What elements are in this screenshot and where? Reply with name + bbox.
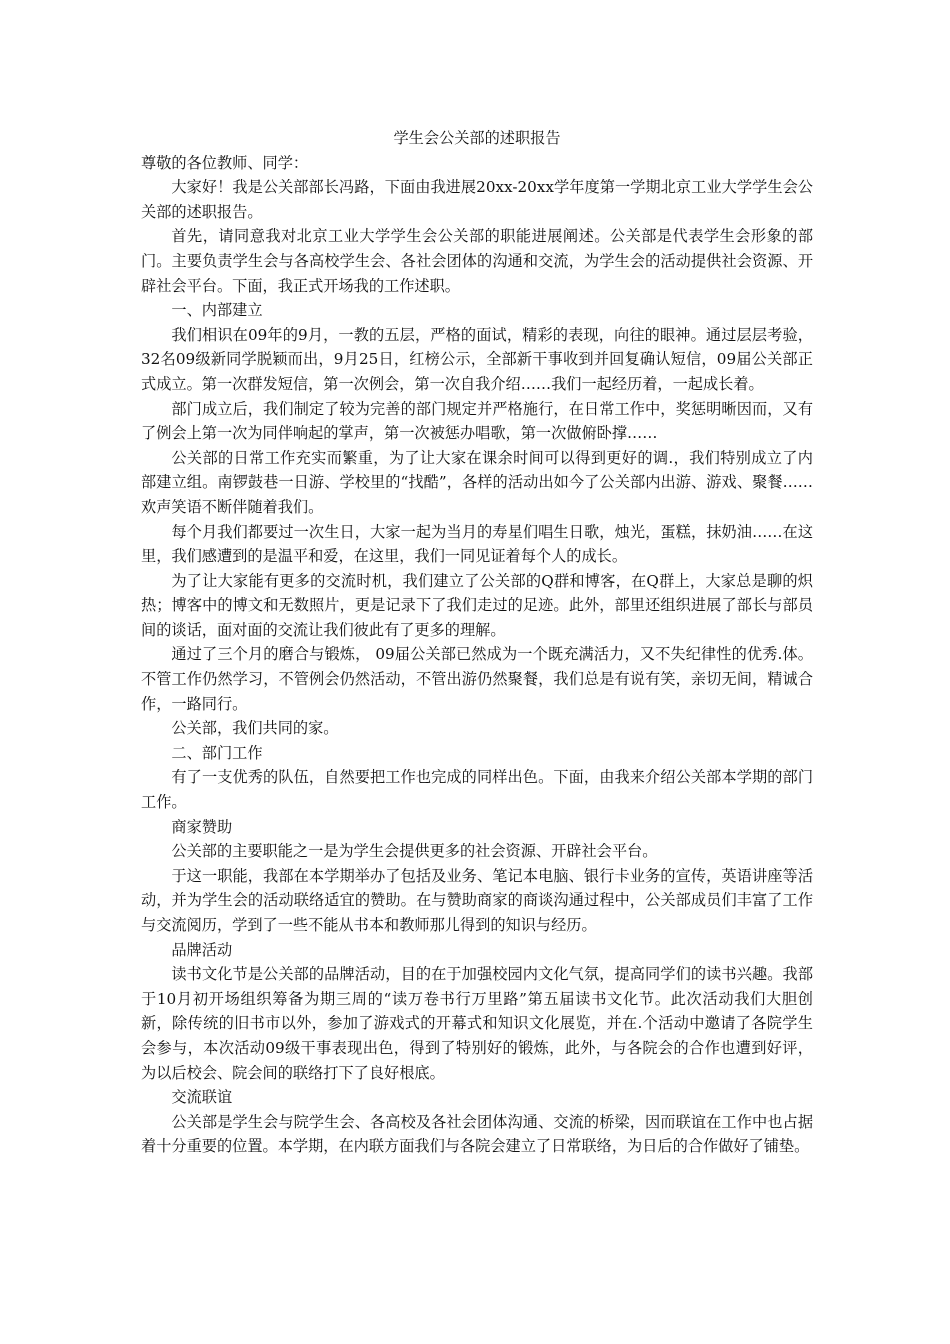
paragraph: 部门成立后，我们制定了较为完善的部门规定并严格施行，在日常工作中，奖惩明晰因而，又有了例会上第一次为同伴响起的掌声，第一次被惩办唱歌，第一次做俯卧撑……	[141, 399, 813, 443]
document-body	[141, 126, 813, 1159]
paragraph: 公关部的日常工作充实而繁重，为了让大家在课余时间可以得到更好的调.，我们特别成立了内部建立组。南锣鼓巷一日游、学校里的“找酷”，各样的活动出如今了公关部内出游、游戏、聚餐……欢声笑语不断伴随着我们。	[141, 448, 813, 516]
paragraph: 为了让大家能有更多的交流时机，我们建立了公关部的Q群和博客，在Q群上，大家总是聊的炽热；博客中的博文和无数照片，更是记录下了我们走过的足迹。此外，部里还组织进展了部长与部员间的谈话，面对面的交流让我们彼此有了更多的理解。	[141, 571, 813, 639]
paragraph: 首先，请同意我对北京工业大学学生会公关部的职能进展阐述。公关部是代表学生会形象的部门。主要负责学生会与各高校学生会、各社会团体的沟通和交流，为学生会的活动提供社会资源、开辟社会平台。下面，我正式开场我的工作述职。	[141, 227, 813, 295]
paragraph: 公关部是学生会与院学生会、各高校及各社会团体沟通、交流的桥梁，因而联谊在工作中也占据着十分重要的位置。本学期，在内联方面我们与各院会建立了日常联络，为日后的合作做好了铺垫。	[141, 1112, 813, 1156]
paragraph: 我们相识在09年的9月，一教的五层，严格的面试，精彩的表现，向往的眼神。通过层层考验，32名09级新同学脱颖而出，9月25日，红榜公示，全部新干事收到并回复确认短信，09届公关部正式成立。第一次群发短信，第一次例会，第一次自我介绍……我们一起经历着，一起成长着。	[141, 325, 813, 393]
paragraph: 大家好！我是公关部部长冯路，下面由我进展20xx-20xx学年度第一学期北京工业大学学生会公关部的述职报告。	[141, 178, 813, 221]
subsection-heading: 交流联谊	[171, 1088, 233, 1107]
paragraph: 于这一职能，我部在本学期举办了包括及业务、笔记本电脑、银行卡业务的宣传，英语讲座等活动，并为学生会的活动联络适宜的赞助。在与赞助商家的商谈沟通过程中，公关部成员们丰富了工作与交流阅历，学到了一些不能从书本和教师那儿得到的知识与经历。	[141, 866, 813, 934]
greeting-paragraph: 尊敬的各位教师、同学：	[141, 153, 309, 172]
paragraph: 公关部，我们共同的家。	[171, 719, 339, 738]
section-heading: 一、内部建立	[171, 301, 263, 320]
subsection-heading: 品牌活动	[171, 940, 233, 959]
section-heading: 二、部门工作	[171, 743, 263, 762]
paragraph: 通过了三个月的磨合与锻炼， 09届公关部已然成为一个既充满活力，又不失纪律性的优秀.体。不管工作仍然学习，不管例会仍然活动，不管出游仍然聚餐，我们总是有说有笑，亲切无间，精诚合作，一路同行。	[141, 645, 813, 713]
paragraph: 读书文化节是公关部的品牌活动，目的在于加强校园内文化气氛，提高同学们的读书兴趣。我部于10月初开场组织筹备为期三周的“读万卷书行万里路”第五届读书文化节。此次活动我们大胆创新，除传统的旧书市以外，参加了游戏式的开幕式和知识文化展览，并在.个活动中邀请了各院学生会参与，本次活动09级干事表现出色，得到了特别好的锻炼，此外，与各院会的合作也遭到好评，为以后校会、院会间的联络打下了良好根底。	[141, 965, 813, 1082]
subsection-heading: 商家赞助	[171, 817, 233, 836]
paragraph: 公关部的主要职能之一是为学生会提供更多的社会资源、开辟社会平台。	[171, 842, 658, 861]
page-title: 学生会公关部的述职报告	[393, 129, 561, 147]
paragraph: 每个月我们都要过一次生日，大家一起为当月的寿星们唱生日歌，烛光，蛋糕，抹奶油……在这里，我们感遭到的是温平和爱，在这里，我们一同见证着每个人的成长。	[141, 522, 813, 566]
paragraph: 有了一支优秀的队伍，自然要把工作也完成的同样出色。下面，由我来介绍公关部本学期的部门工作。	[141, 768, 813, 812]
